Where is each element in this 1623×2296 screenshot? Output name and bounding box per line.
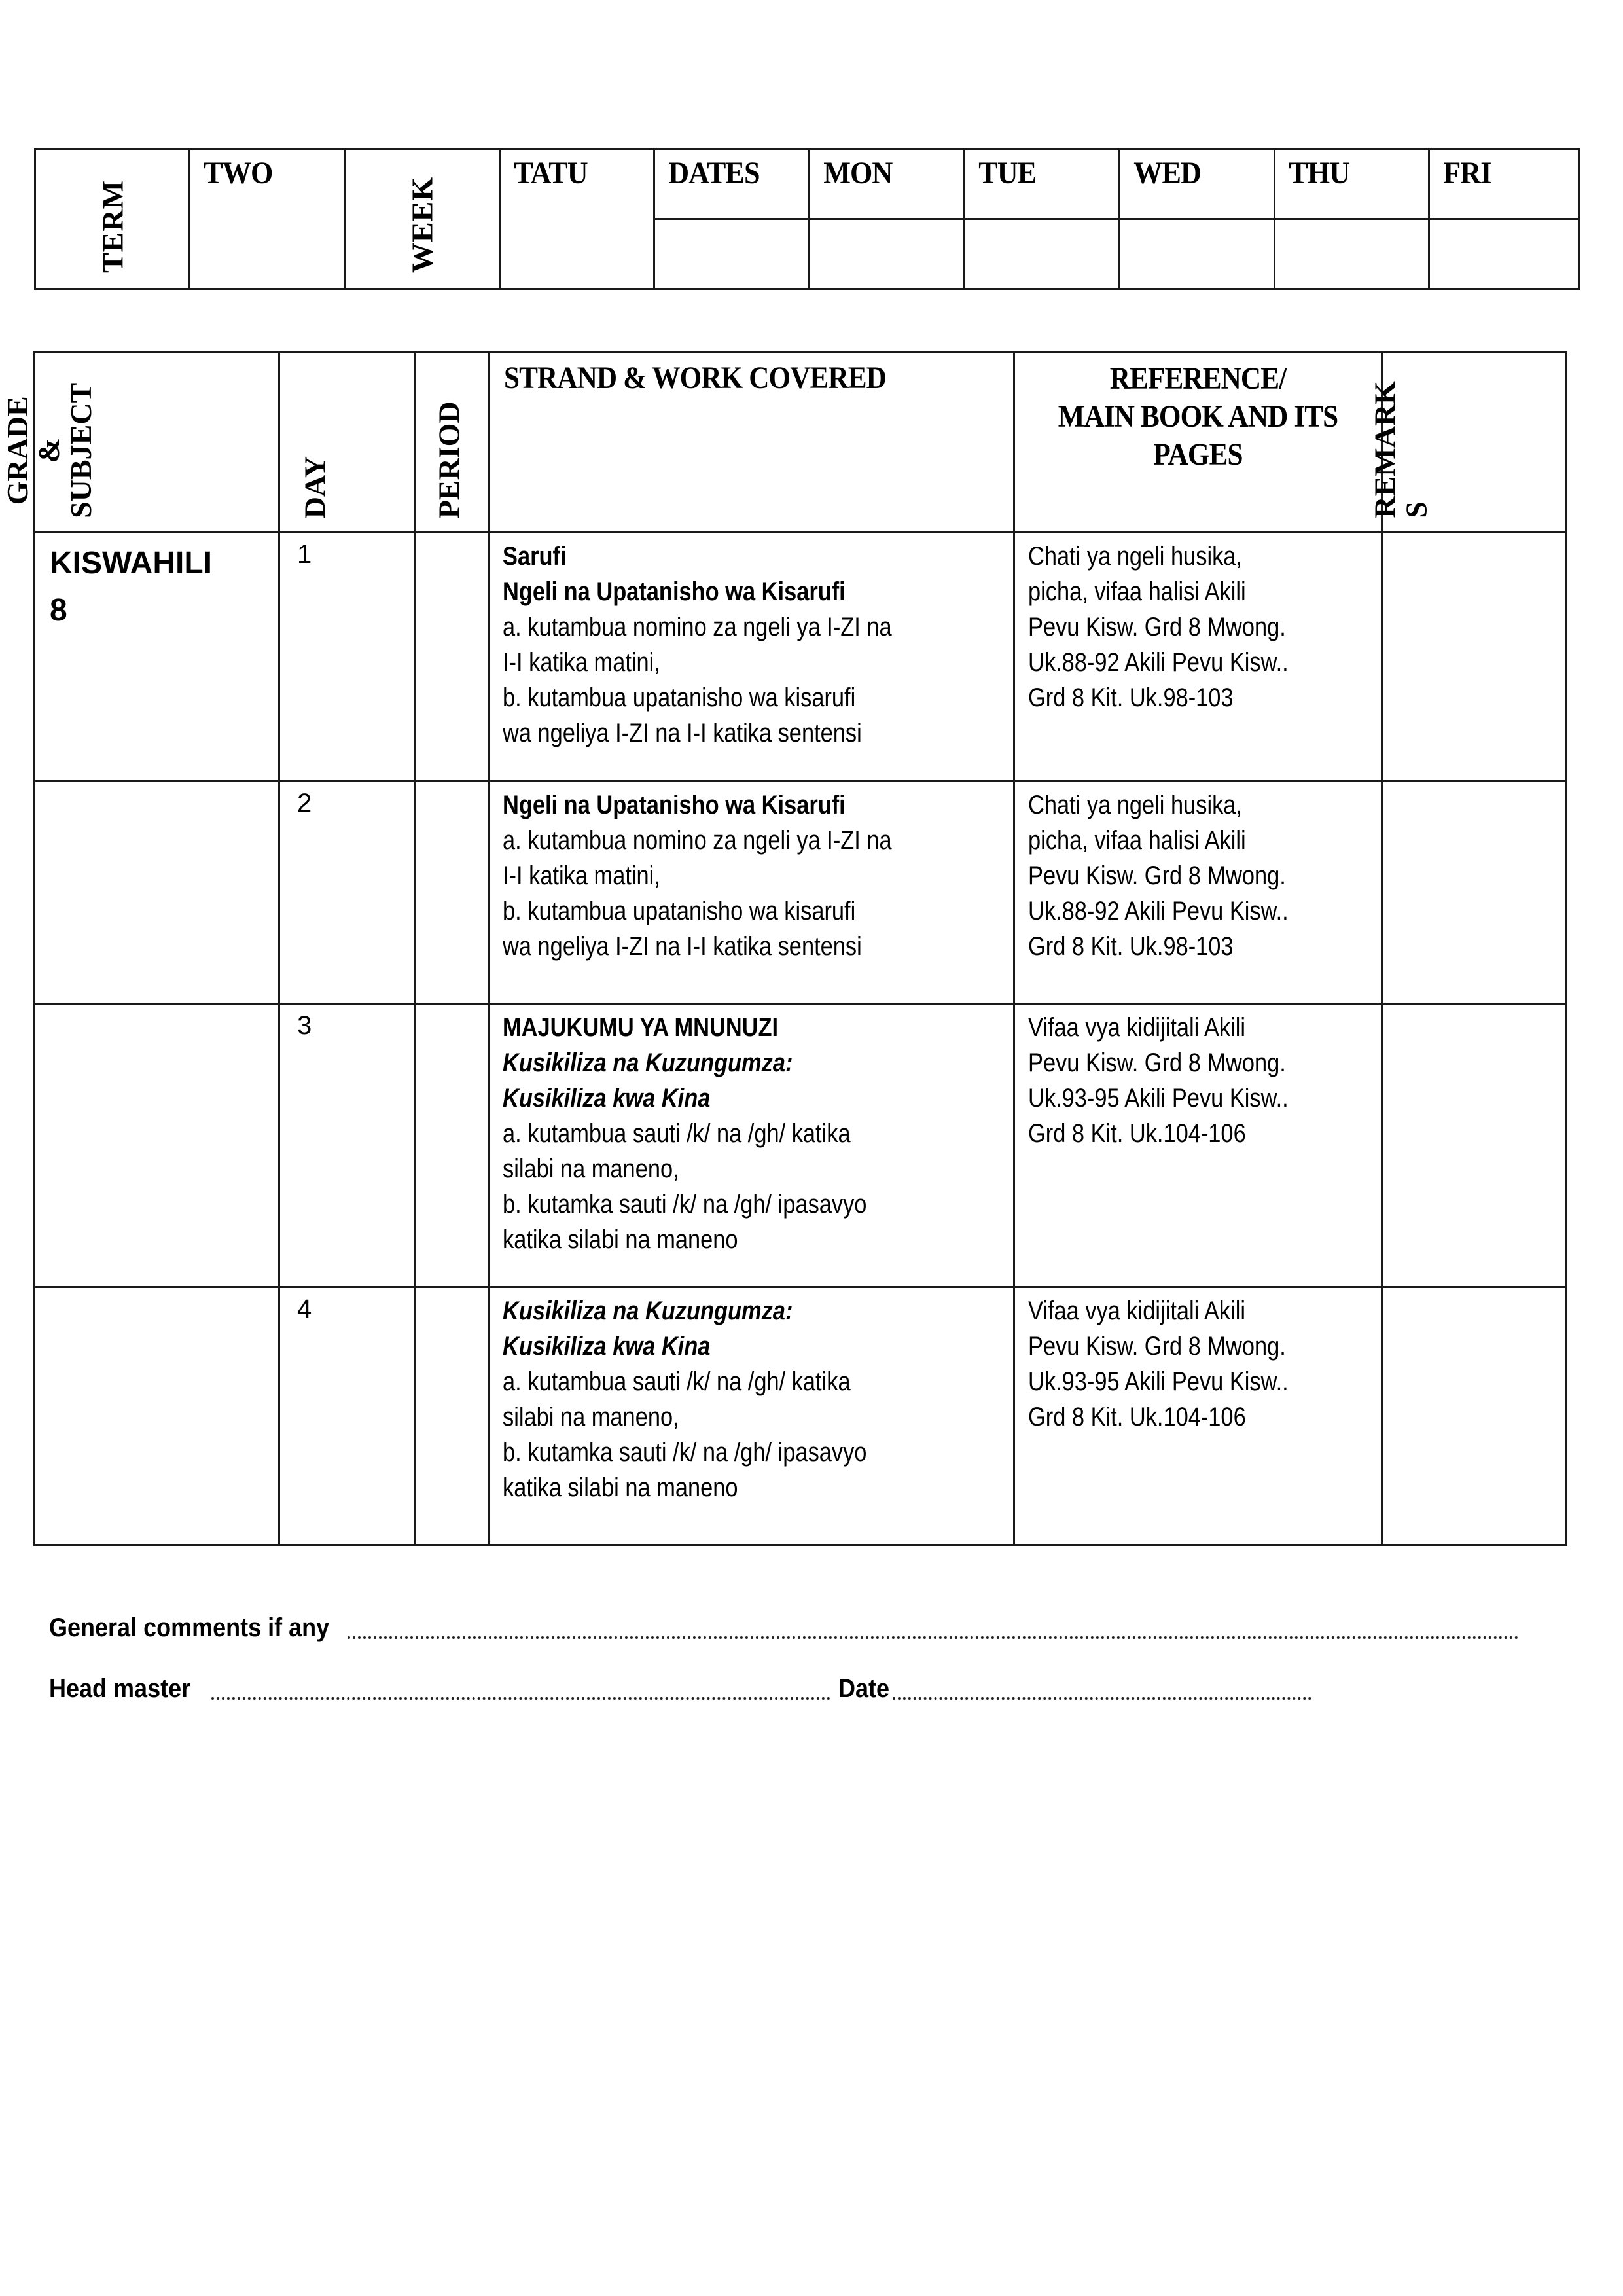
remarks-cell[interactable] [1382, 781, 1567, 1004]
objective-line: a. kutambua nomino za ngeli ya I-ZI na [503, 613, 892, 641]
objective-line: I-I katika matini, [503, 861, 660, 890]
day-header-thu [1275, 149, 1429, 219]
table-row [35, 1287, 1567, 1545]
week-label: WEEK [405, 176, 439, 273]
reference-line: Pevu Kisw. Grd 8 Mwong. [1028, 1049, 1286, 1077]
day-number: 2 [297, 789, 312, 817]
reference-header-line: PAGES [1153, 437, 1243, 472]
reference-line: Vifaa vya kidijitali Akili [1028, 1297, 1246, 1325]
day-number: 1 [297, 540, 312, 569]
general-comments-field[interactable] [348, 1636, 1519, 1639]
day-header-fri [1429, 149, 1580, 219]
strand-subtitle: Ngeli na Upatanisho wa Kisarufi [503, 577, 846, 606]
day-header-tue [965, 149, 1120, 219]
strand-cell [489, 781, 1014, 1004]
header-line: & [32, 438, 66, 463]
day-label-mon: MON [823, 156, 893, 190]
header-line: GRADE [1, 396, 35, 505]
period-header-text: PERIOD [432, 401, 466, 518]
table-row [35, 533, 1567, 781]
term-value-cell[interactable] [190, 149, 345, 289]
reference-line: Uk.88-92 Akili Pevu Kisw.. [1028, 648, 1289, 677]
reference-header [1014, 353, 1382, 533]
day-cell [279, 533, 415, 781]
general-comments-label: General comments if any [49, 1613, 330, 1642]
remarks-cell[interactable] [1382, 1004, 1567, 1287]
day-cell [279, 1004, 415, 1287]
strand-header [489, 353, 1014, 533]
objective-line: silabi na maneno, [503, 1403, 679, 1431]
strand-cell [489, 1004, 1014, 1287]
subject-cell [35, 1004, 279, 1287]
date-cell-mon[interactable] [810, 219, 965, 289]
remarks-cell[interactable] [1382, 533, 1567, 781]
header-line: S [1399, 501, 1433, 518]
general-comments-row [49, 1613, 1519, 1643]
objective-line: b. kutambua upatanisho wa kisarufi [503, 897, 856, 925]
strand-cell [489, 1287, 1014, 1545]
reference-line: Chati ya ngeli husika, [1028, 791, 1242, 819]
day-header-mon [810, 149, 965, 219]
reference-line: Pevu Kisw. Grd 8 Mwong. [1028, 1332, 1286, 1361]
reference-line: picha, vifaa halisi Akili [1028, 826, 1246, 855]
objective-line: silabi na maneno, [503, 1155, 679, 1183]
subject-name: KISWAHILI [50, 546, 212, 581]
subject-cell [35, 781, 279, 1004]
reference-line: Uk.93-95 Akili Pevu Kisw.. [1028, 1084, 1289, 1113]
reference-line: Uk.93-95 Akili Pevu Kisw.. [1028, 1367, 1289, 1396]
day-label-tue: TUE [978, 156, 1037, 190]
date-cell-tue[interactable] [965, 219, 1120, 289]
sub-strand-line: Kusikiliza na Kuzungumza: [503, 1049, 793, 1077]
reference-line: Grd 8 Kit. Uk.104-106 [1028, 1119, 1246, 1148]
day-label-thu: THU [1289, 156, 1350, 190]
head-master-label: Head master [49, 1674, 191, 1703]
dates-value-cell[interactable] [654, 219, 810, 289]
reference-header-line: REFERENCE/ [1109, 361, 1287, 396]
reference-line: Pevu Kisw. Grd 8 Mwong. [1028, 861, 1286, 890]
sub-strand-line: Kusikiliza na Kuzungumza: [503, 1297, 793, 1325]
day-number: 3 [297, 1011, 312, 1040]
day-header-text: DAY [298, 456, 332, 518]
dates-label-cell [654, 149, 810, 219]
subject-cell [35, 533, 279, 781]
reference-line: Vifaa vya kidijitali Akili [1028, 1013, 1246, 1042]
day-header-wed [1120, 149, 1275, 219]
term-label: TERM [96, 180, 129, 273]
day-number: 4 [297, 1295, 312, 1323]
reference-cell [1014, 533, 1382, 781]
strand-title: MAJUKUMU YA MNUNUZI [503, 1013, 779, 1042]
strand-title: Sarufi [503, 542, 567, 571]
objective-line: wa ngeliya I-ZI na I-I katika sentensi [503, 932, 862, 961]
period-cell[interactable] [415, 533, 489, 781]
reference-cell [1014, 1004, 1382, 1287]
header-line: SUBJECT [63, 382, 98, 518]
reference-cell [1014, 1287, 1382, 1545]
reference-cell [1014, 781, 1382, 1004]
objective-line: a. kutambua sauti /k/ na /gh/ katika [503, 1119, 851, 1148]
day-label-fri: FRI [1443, 156, 1491, 190]
period-header [415, 353, 489, 533]
objective-line: a. kutambua sauti /k/ na /gh/ katika [503, 1367, 851, 1396]
subject-cell [35, 1287, 279, 1545]
objective-line: katika silabi na maneno [503, 1225, 738, 1254]
term-value: TWO [204, 156, 273, 190]
remarks-cell[interactable] [1382, 1287, 1567, 1545]
term-week-table [34, 148, 1580, 290]
sub-strand-line: Kusikiliza kwa Kina [503, 1084, 711, 1113]
date-cell-fri[interactable] [1429, 219, 1580, 289]
strand-subtitle: Ngeli na Upatanisho wa Kisarufi [503, 791, 846, 819]
reference-line: Grd 8 Kit. Uk.98-103 [1028, 683, 1234, 712]
period-cell[interactable] [415, 781, 489, 1004]
objective-line: a. kutambua nomino za ngeli ya I-ZI na [503, 826, 892, 855]
head-master-signature-field[interactable] [211, 1697, 830, 1700]
grade-subject-header [1, 353, 279, 533]
reference-header-line: MAIN BOOK AND ITS [1058, 399, 1338, 434]
sub-strand-line: Kusikiliza kwa Kina [503, 1332, 711, 1361]
strand-cell [489, 533, 1014, 781]
week-value: TATU [514, 156, 588, 190]
remarks-header-text [1369, 381, 1433, 518]
date-label: Date [838, 1674, 890, 1703]
signature-row [49, 1674, 1311, 1704]
period-cell[interactable] [415, 1287, 489, 1545]
week-value-cell[interactable] [500, 149, 654, 289]
day-label-wed: WED [1133, 156, 1201, 190]
objective-line: wa ngeliya I-ZI na I-I katika sentensi [503, 719, 862, 747]
table-row [35, 781, 1567, 1004]
period-cell[interactable] [415, 1004, 489, 1287]
reference-line: Grd 8 Kit. Uk.98-103 [1028, 932, 1234, 961]
objective-line: I-I katika matini, [503, 648, 660, 677]
reference-line: Grd 8 Kit. Uk.104-106 [1028, 1403, 1246, 1431]
dates-label: DATES [668, 156, 760, 190]
reference-line: Pevu Kisw. Grd 8 Mwong. [1028, 613, 1286, 641]
strand-header-text: STRAND & WORK COVERED [504, 361, 886, 395]
objective-line: b. kutamka sauti /k/ na /gh/ ipasavyo [503, 1438, 867, 1467]
objective-line: b. kutambua upatanisho wa kisarufi [503, 683, 856, 712]
grade-number: 8 [50, 593, 67, 628]
day-header [279, 353, 415, 533]
header-line: REMARK [1368, 381, 1402, 518]
date-cell-thu[interactable] [1275, 219, 1429, 289]
reference-line: Chati ya ngeli husika, [1028, 542, 1242, 571]
objective-line: b. kutamka sauti /k/ na /gh/ ipasavyo [503, 1190, 867, 1219]
objective-line: katika silabi na maneno [503, 1473, 738, 1502]
day-cell [279, 781, 415, 1004]
table-row [35, 1004, 1567, 1287]
date-field[interactable] [893, 1697, 1311, 1700]
record-of-work-table [1, 351, 1567, 1546]
reference-line: picha, vifaa halisi Akili [1028, 577, 1246, 606]
term-label-cell [35, 149, 190, 289]
reference-line: Uk.88-92 Akili Pevu Kisw.. [1028, 897, 1289, 925]
day-cell [279, 1287, 415, 1545]
date-cell-wed[interactable] [1120, 219, 1275, 289]
table-header-row [35, 353, 1567, 533]
grade-subject-header-text [2, 383, 97, 518]
week-label-cell [345, 149, 500, 289]
remarks-header [1368, 353, 1567, 533]
